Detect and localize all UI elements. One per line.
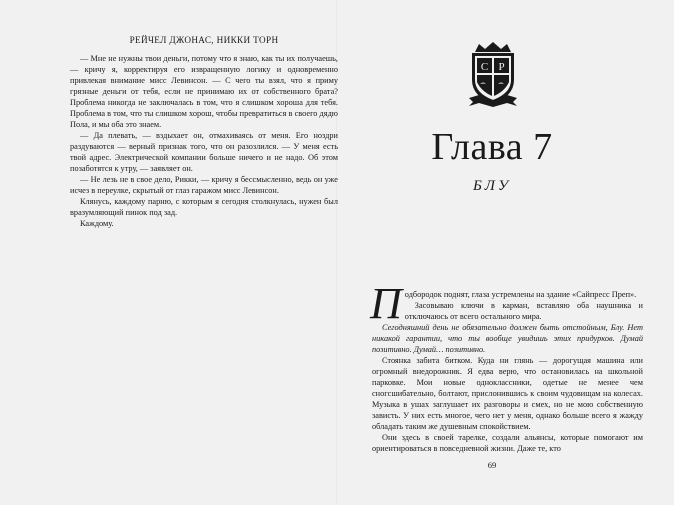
running-header: РЕЙЧЕЛ ДЖОНАС, НИККИ ТОРН xyxy=(129,35,279,45)
school-crest-icon xyxy=(465,40,521,108)
chapter-title: Глава 7 xyxy=(431,126,553,168)
paragraph: — Да плевать, — вздыхает он, отмахиваясь от меня. Его ноздри раздуваются — верный признак того, что он разозлился. — У меня есть твой адрес. Электрической компании больше ничего и не надо. Об этом позаботятся к утру, — заявляет он. xyxy=(70,131,338,173)
paragraph: Они здесь в своей тарелке, создали альянсы, которые помогают им ориентироваться в повседневной жизни. Даже те, кто xyxy=(372,433,643,453)
paragraph: Засовываю ключи в карман, вставляю оба наушника и отключаюсь от всего остального мира. xyxy=(404,301,643,321)
chapter-subtitle: БЛУ xyxy=(472,178,512,194)
paragraph: — Мне не нужны твои деньги, потому что я знаю, как ты их получаешь, — кричу я, корректируя его извращенную логику и одновременно привлекая внимание мисс Левинсон. — С чего ты взял, что я приму грязные деньги от тебя, если не принимаю их от собственного брата? Проблема никогда не заключалась в том, что я слишком хороша для тебя. Проблема в том, что ты слишком хорош, чтобы превратиться в своего дядю Пола, и мы оба это знаем. xyxy=(70,54,338,129)
left-page-body xyxy=(70,53,338,229)
paragraph: Каждому. xyxy=(80,219,114,228)
drop-cap: П xyxy=(370,279,402,328)
paragraph xyxy=(372,322,643,355)
page-number: 69 xyxy=(487,460,497,470)
right-page xyxy=(338,0,674,505)
left-page xyxy=(0,0,336,505)
right-page-body xyxy=(370,279,643,454)
paragraph: Клянусь, каждому парню, с которым я сегодня столкнулась, нужен был вразумляющий пинок под зад. xyxy=(70,197,338,217)
opening-text: одбородок поднят, глаза устремлены на здание «Сайпресс Преп». xyxy=(404,290,637,299)
crest-letter-left: С xyxy=(480,61,489,73)
italic-thought: Сегодняшний день не обязательно должен быть отстойным, Блу. Нет никакой гарантии, что ты вообще увидишь этих придурков. Думай позитивно. Думай… позитивно. xyxy=(372,323,643,354)
paragraph: — Не лезь не в свое дело, Рикки, — кричу я бессмысленно, ведь он уже исчез в переулке, скрытый от глаз гаражом мисс Левинсон. xyxy=(70,175,338,195)
crest-letter-right: Р xyxy=(498,61,505,73)
paragraph: Стоянка забита битком. Куда ни глянь — дорогущая машина или огромный внедорожник. Я едва верю, что остановилась на школьной парковке. Мои новые одноклассники, одетые не менее чем сногсшибательно, болтают, прислонившись к своим чудовищам на колесах. Музыка в ушах заглушает их разговоры и смех, но не мою собственную зависть. У них есть многое, чего нет у меня, однако больше всего я жажду обладать таким же душевным спокойствием. xyxy=(372,356,643,431)
